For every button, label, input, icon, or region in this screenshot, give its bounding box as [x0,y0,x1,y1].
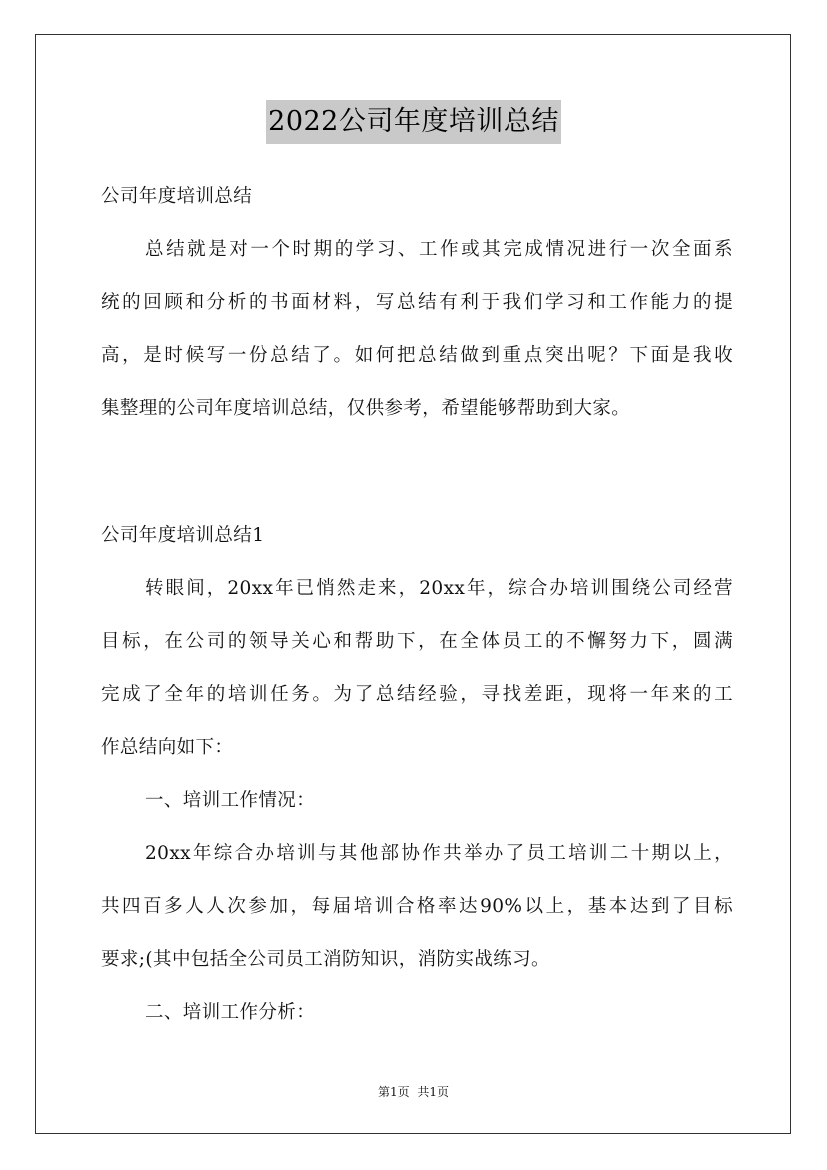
section-gap [101,435,733,509]
intro-line: 总结就是对一个时期的学习、工作或其完成情况进行一次全面系 [145,239,733,260]
section1-line: 作总结向如下： [101,737,234,758]
intro-line: 统的回顾和分析的书面材料，写总结有利于我们学习和工作能力的提 [101,292,733,313]
section1-line: 完成了全年的培训任务。为了总结经验，寻找差距，现将一年来的工 [101,684,733,705]
part1-line: 要求;(其中包括全公司员工消防知识，消防实战练习。 [101,949,550,970]
page-footer [0,1083,827,1100]
section1-line: 转眼间，20xx年已悄然走来，20xx年，综合办培训围绕公司经营 [145,578,733,599]
section1-heading: 公司年度培训总结1 [101,525,265,546]
page-current: 第1页 [377,1085,410,1099]
intro-line: 集整理的公司年度培训总结，仅供参考，希望能够帮助到大家。 [101,398,631,419]
document-title: 2022公司年度培训总结 [266,100,561,144]
document-subtitle: 公司年度培训总结 [101,186,253,207]
part1-line: 20xx年综合办培训与其他部协作共举办了员工培训二十期以上， [145,843,733,864]
part2-heading: 二、培训工作分析： [145,1002,316,1023]
intro-line: 高，是时候写一份总结了。如何把总结做到重点突出呢？下面是我收 [101,345,733,366]
part1-heading: 一、培训工作情况： [145,790,316,811]
section1-line: 目标，在公司的领导关心和帮助下，在全体员工的不懈努力下，圆满 [101,631,733,652]
title-wrap [0,100,827,144]
document-body [101,170,733,1039]
page-total: 共1页 [417,1085,450,1099]
part1-line: 共四百多人人次参加，每届培训合格率达90%以上，基本达到了目标 [101,896,733,917]
